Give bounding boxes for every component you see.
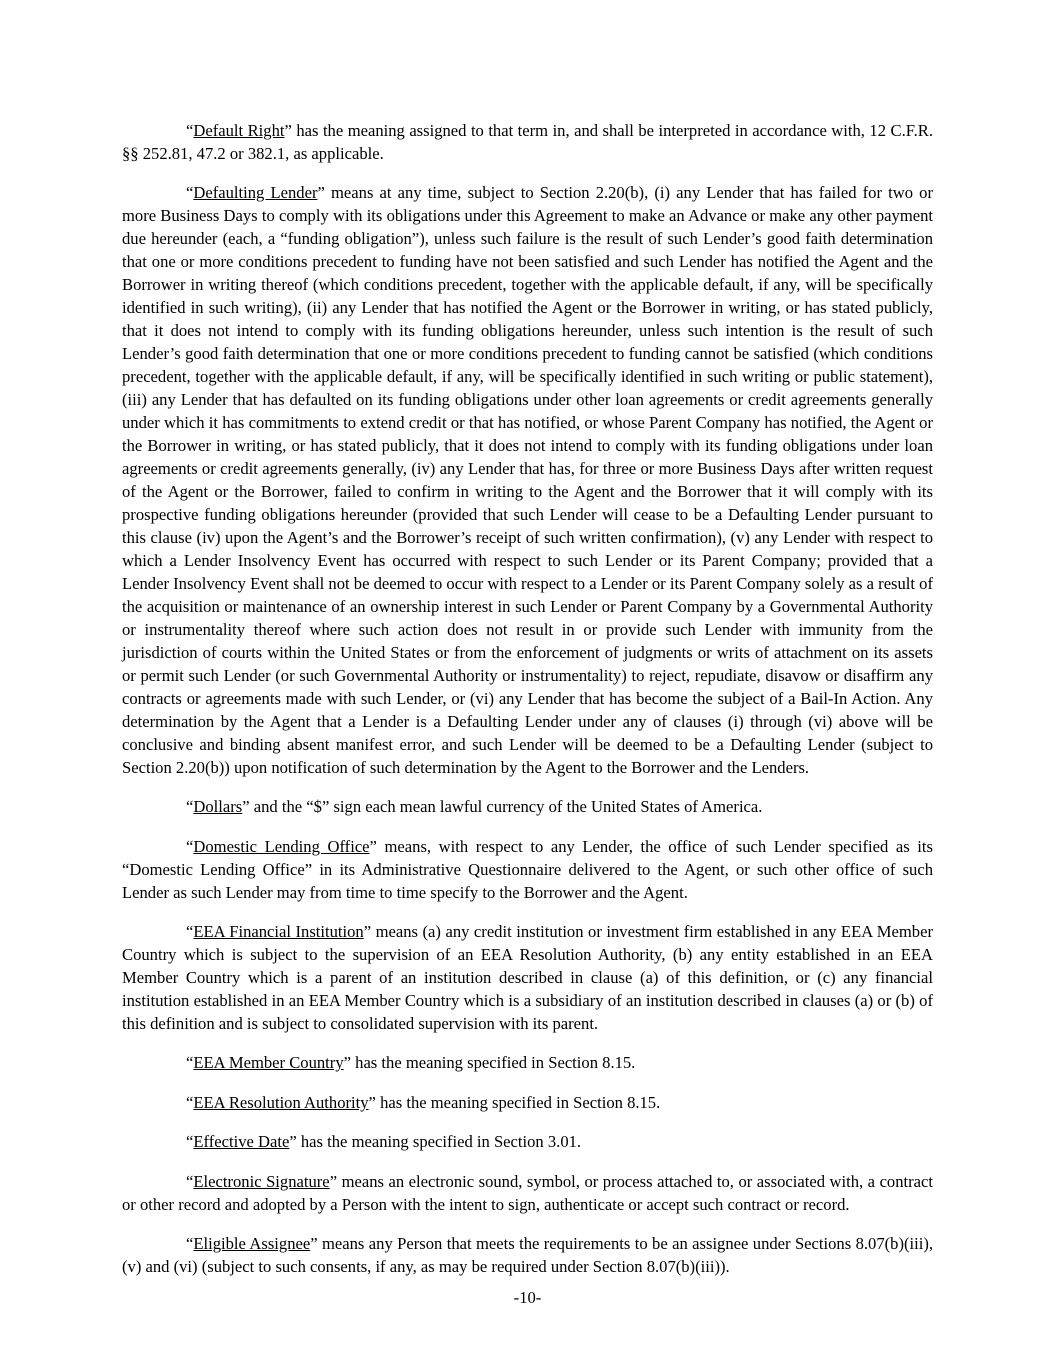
defined-term: EEA Member Country: [193, 1053, 344, 1073]
quote-close: ”: [343, 1053, 351, 1073]
quote-close: ”: [289, 1132, 297, 1152]
quote-open: “: [186, 1053, 194, 1073]
quote-close: ”: [242, 797, 250, 817]
quote-close: ”: [368, 1092, 376, 1112]
paragraph-effective-date: [122, 1131, 933, 1154]
paragraph-electronic-signature: [122, 1171, 933, 1217]
paragraph-eea-member-country: [122, 1052, 933, 1075]
paragraph-text: has the meaning assigned to that term in, and shall be interpreted in accordance with, 12 C.F.R. §§ 252.81, 47.2 or 382.1, as applicable.: [122, 121, 933, 163]
paragraph-eea-resolution-authority: [122, 1092, 933, 1115]
defined-term: Electronic Signature: [193, 1171, 330, 1191]
defined-term: EEA Resolution Authority: [193, 1092, 369, 1112]
quote-open: “: [186, 1171, 194, 1191]
quote-open: “: [186, 1234, 194, 1254]
quote-close: ”: [310, 1234, 318, 1254]
page-number: -10-: [513, 1288, 542, 1307]
paragraph-domestic-lending-office: [122, 836, 933, 905]
paragraph-text: has the meaning specified in Section 3.01.: [296, 1132, 582, 1152]
quote-close: ”: [329, 1171, 338, 1191]
paragraph-text: means, with respect to any Lender, the office of such Lender specified as its “Domestic Lending Office” in its Administrative Questionnaire delivered to the Agent, or such other office of such Lender as such Lender may from time to time specify to the Borrower and the Agent.: [122, 836, 933, 902]
defined-term: Eligible Assignee: [193, 1234, 311, 1254]
quote-open: “: [186, 183, 194, 203]
defined-term: Defaulting Lender: [193, 183, 318, 203]
quote-close: ”: [363, 922, 372, 941]
quote-open: “: [186, 836, 194, 856]
paragraph-text: means at any time, subject to Section 2.20(b), (i) any Lender that has failed for two or more Business Days to comply with its obligations under this Agreement to make an Advance or make any other payment due hereunder (each, a “funding obligation”), unless such failure is the result of such Lender’s good faith determination that one or more conditions precedent to funding have not been satisfied and such Lender has notified the Agent and the Borrower in writing thereof (which conditions precedent, together with the applicable default, if any, will be specifically identified in such writing), (ii) any Lender that has notified the Agent or the Borrower in writing, or has stated publicly, that it does not intend to comply with its funding obligations hereunder, unless such intention is the result of such Lender’s good faith determination that one or more conditions precedent to funding cannot be satisfied (which conditions precedent, together with the applicable default, if any, will be specifically identified in such writing or public statement), (iii) any Lender that has defaulted on its funding obligations under other loan agreements or credit agreements generally under which it has commitments to extend credit or that has notified, or whose Parent Company has notified, the Agent or the Borrower in writing, or has stated publicly, that it does not intend to comply with its funding obligations under loan agreements or credit agreements generally, (iv) any Lender that has, for three or more Business Days after written request of the Agent or the Borrower, failed to confirm in writing to the Agent and the Borrower that it will comply with its prospective funding obligations hereunder (provided that such Lender will cease to be a Defaulting Lender pursuant to this clause (iv) upon the Agent’s and the Borrower’s receipt of such written confirmation), (v) any Lender with respect to which a Lender Insolvency Event has occurred with respect to such Lender or its Parent Company; provided that a Lender Insolvency Event shall not be deemed to occur with respect to a Lender or its Parent Company solely as a result of the acquisition or maintenance of an ownership interest in such Lender or Parent Company by a Governmental Authority or instrumentality thereof where such action does not result in or provide such Lender with immunity from the jurisdiction of courts within the United States or from the enforcement of judgments or writs of attachment on its assets or permit such Lender (or such Governmental Authority or instrumentality) to reject, repudiate, disavow or disaffirm any contracts or agreements made with such Lender, or (vi) any Lender that has become the subject of a Bail-In Action. Any determination by the Agent that a Lender is a Defaulting Lender under any of clauses (i) through (vi) above will be conclusive and binding absent manifest error, and such Lender will be deemed to be a Defaulting Lender (subject to Section 2.20(b)) upon notification of such determination by the Agent to the Borrower and the Lenders.: [122, 183, 934, 777]
defined-term: EEA Financial Institution: [193, 922, 364, 941]
paragraph-defaulting-lender: [122, 182, 933, 779]
paragraph-text: has the meaning specified in Section 8.15.: [375, 1092, 661, 1112]
paragraph-eligible-assignee: [122, 1233, 933, 1279]
defined-term: Default Right: [193, 121, 285, 140]
quote-close: ”: [284, 121, 292, 140]
quote-close: ”: [369, 836, 377, 856]
defined-term: Domestic Lending Office: [193, 836, 370, 856]
paragraph-default-right: [122, 120, 933, 166]
paragraph-text: has the meaning specified in Section 8.15.: [351, 1053, 636, 1073]
paragraph-text: means any Person that meets the requirements to be an assignee under Sections 8.07(b)(iii), (v) and (vi) (subject to such consents, if any, as may be required under Section 8.07(b)(iii)).: [122, 1234, 933, 1277]
quote-open: “: [186, 1132, 194, 1152]
quote-open: “: [186, 1092, 194, 1112]
defined-term: Effective Date: [193, 1132, 290, 1152]
defined-term: Dollars: [193, 797, 243, 817]
paragraph-eea-financial-institution: [122, 921, 933, 1036]
quote-open: “: [186, 121, 194, 140]
paragraph-text: means an electronic sound, symbol, or process attached to, or associated with, a contract or other record and adopted by a Person with the intent to sign, authenticate or accept such contract or record.: [122, 1171, 933, 1214]
quote-open: “: [186, 797, 194, 817]
quote-close: ”: [317, 183, 325, 203]
quote-open: “: [186, 922, 194, 941]
paragraph-dollars: [122, 796, 933, 819]
paragraph-text: means (a) any credit institution or investment firm established in any EEA Member Country which is subject to the supervision of an EEA Resolution Authority, (b) any entity established in an EEA Member Country which is a parent of an institution described in clause (a) of this definition, or (c) any financial institution established in an EEA Member Country which is a subsidiary of an institution described in clauses (a) or (b) of this definition and is subject to consolidated supervision with its parent.: [122, 922, 933, 1033]
paragraph-text: and the “$” sign each mean lawful currency of the United States of America.: [249, 797, 763, 817]
